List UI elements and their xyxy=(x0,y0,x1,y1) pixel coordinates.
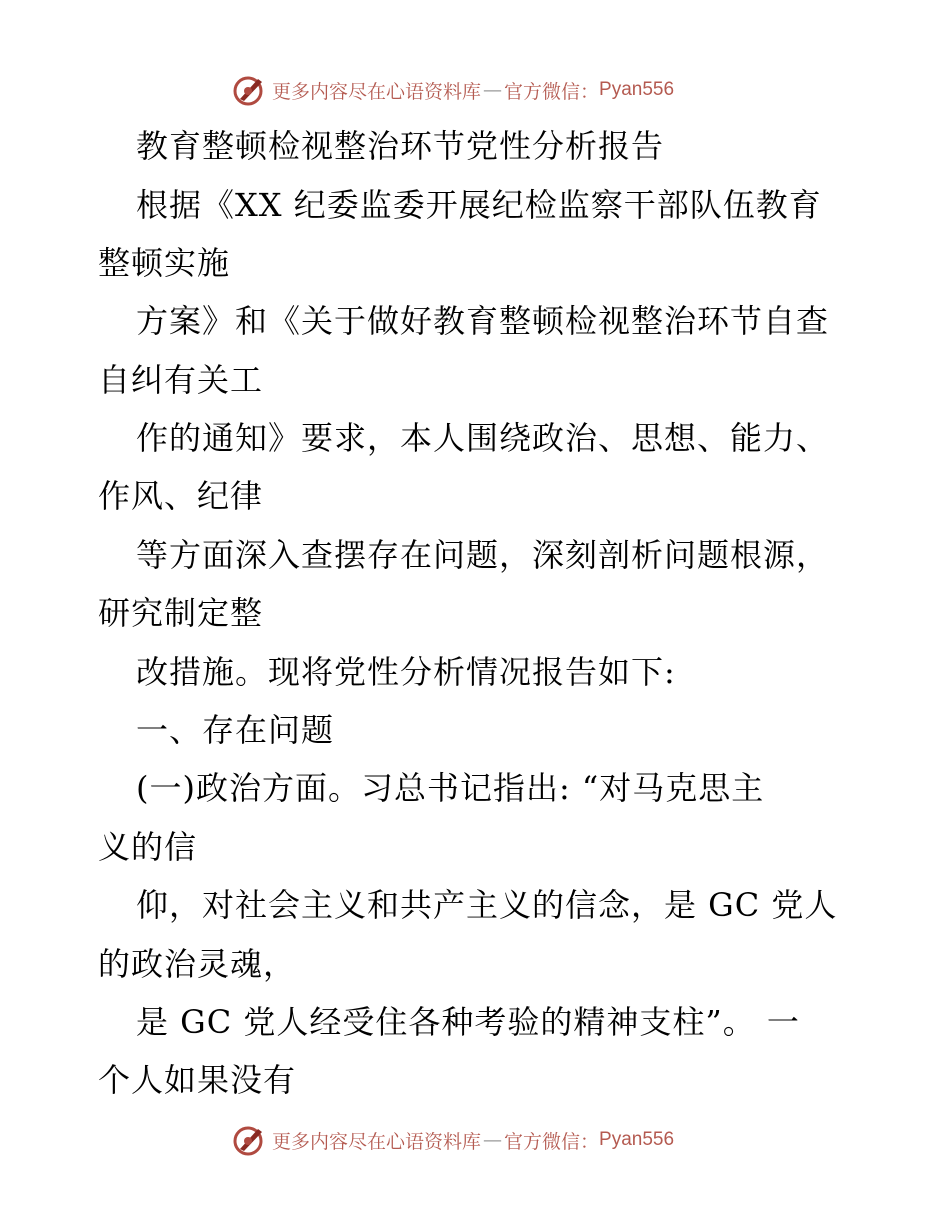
banner-separator: — xyxy=(483,1129,503,1151)
banner-text: 更多内容尽在心语资料库 xyxy=(272,1130,482,1153)
paragraph-line: 改措施。现将党性分析情况报告如下: xyxy=(136,653,676,691)
paragraph-line: 的政治灵魂， xyxy=(98,945,297,983)
document-title: 教育整顿检视整治环节党性分析报告 xyxy=(136,127,665,165)
paragraph-line: 仰，对社会主义和共产主义的信念，是 GC 党人 xyxy=(136,886,838,924)
paragraph-line: 义的信 xyxy=(98,828,198,866)
wechat-id: Pyan556 xyxy=(599,1129,675,1150)
paragraph-line: 方案》和《关于做好教育整顿检视整治环节自查 xyxy=(136,302,830,340)
brush-logo-icon xyxy=(232,1123,266,1157)
header-watermark-banner xyxy=(232,70,674,110)
banner-separator: — xyxy=(483,79,503,101)
footer-watermark-banner xyxy=(232,1120,674,1160)
paragraph-line: 作风、纪律 xyxy=(98,477,264,515)
paragraph-line: 自纠有关工 xyxy=(98,361,264,399)
paragraph-line: 整顿实施 xyxy=(98,244,231,282)
paragraph-line: 作的通知》要求，本人围绕政治、思想、能力、 xyxy=(136,419,830,457)
brush-logo-icon xyxy=(232,73,266,107)
wechat-label: 官方微信： xyxy=(504,1130,600,1153)
paragraph-line: 是 GC 党人经受住各种考验的精神支柱”。 一 xyxy=(136,1003,800,1041)
wechat-id: Pyan556 xyxy=(599,79,675,100)
section-heading: 一、存在问题 xyxy=(136,711,335,749)
paragraph-line: (一)政治方面。习总书记指出: “对马克思主 xyxy=(136,769,765,807)
wechat-label: 官方微信： xyxy=(504,80,600,103)
paragraph-line: 根据《XX 纪委监委开展纪检监察干部队伍教育 xyxy=(136,186,822,224)
paragraph-line: 个人如果没有 xyxy=(98,1061,297,1099)
banner-text: 更多内容尽在心语资料库 xyxy=(272,80,482,103)
paragraph-line: 研究制定整 xyxy=(98,594,264,632)
paragraph-line: 等方面深入查摆存在问题，深刻剖析问题根源， xyxy=(136,536,830,574)
